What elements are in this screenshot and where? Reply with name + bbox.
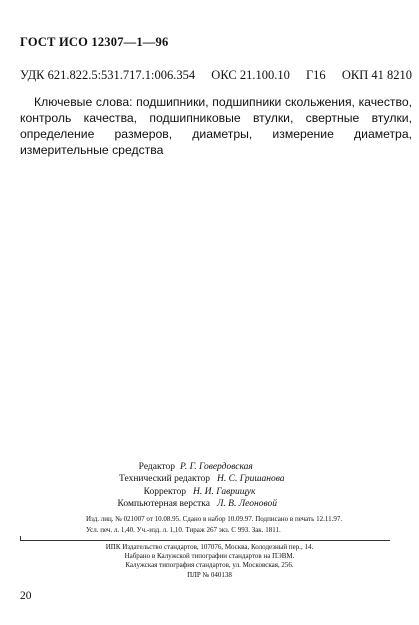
keywords-paragraph: Ключевые слова: подшипники, подшипники скольжения, качество, контроль качества, подшипниковые втулки, свертные втулки, определение размеров, диаметры, измерение диаметра, измерительные средства [20, 95, 412, 157]
publisher-line: Калужская типография стандартов, ул. Московская, 256. [125, 561, 294, 570]
credit-role: Технический редактор [119, 474, 210, 485]
publisher-line: ПЛР № 040138 [187, 570, 232, 579]
credit-role: Редактор [138, 462, 175, 472]
credit-row-layout [0, 498, 419, 510]
page-number: 20 [20, 590, 32, 602]
credit-person: Р. Г. Говердовская [180, 462, 253, 472]
print-details-line: Усл. печ. л. 1,40. Уч.-изд. л. 1,10. Тираж 267 экз. С 993. Зак. 1811. [86, 525, 281, 534]
publisher-line: ИПК Издательство стандартов, 107076, Москва, Колодезный пер., 14. [105, 543, 314, 551]
credit-role: Корректор [143, 486, 186, 497]
okp-code: ОКП 41 8210 [341, 68, 412, 82]
g-code: Г16 [305, 68, 326, 82]
udk-code: УДК 621.822.5:531.717.1:006.354 [20, 68, 196, 82]
print-details-line: Изд. лиц. № 021007 от 10.08.95. Сдано в набор 10.09.97. Подписано в печать 12.11.97. [86, 515, 343, 523]
credits-block [0, 461, 419, 510]
standard-designation: ГОСТ ИСО 12307—1—96 [20, 35, 169, 49]
credit-row-tech-editor [0, 473, 419, 485]
divider-line [20, 540, 390, 541]
credit-person: Н. И. Гаврищук [193, 486, 256, 497]
credit-row-editor [0, 461, 419, 473]
publisher-line: Набрано в Калужской типографии стандартов на ПЭВМ. [124, 552, 295, 561]
credit-person: Н. С. Гришанова [217, 474, 285, 485]
credit-role: Компьютерная верстка [117, 498, 210, 509]
credit-row-proofreader [0, 486, 419, 498]
oks-code: ОКС 21.100.10 [211, 68, 290, 82]
print-details [86, 514, 386, 535]
classification-line [20, 68, 412, 83]
credit-person: Л. В. Леоновой [217, 498, 277, 509]
publisher-block [0, 543, 419, 580]
